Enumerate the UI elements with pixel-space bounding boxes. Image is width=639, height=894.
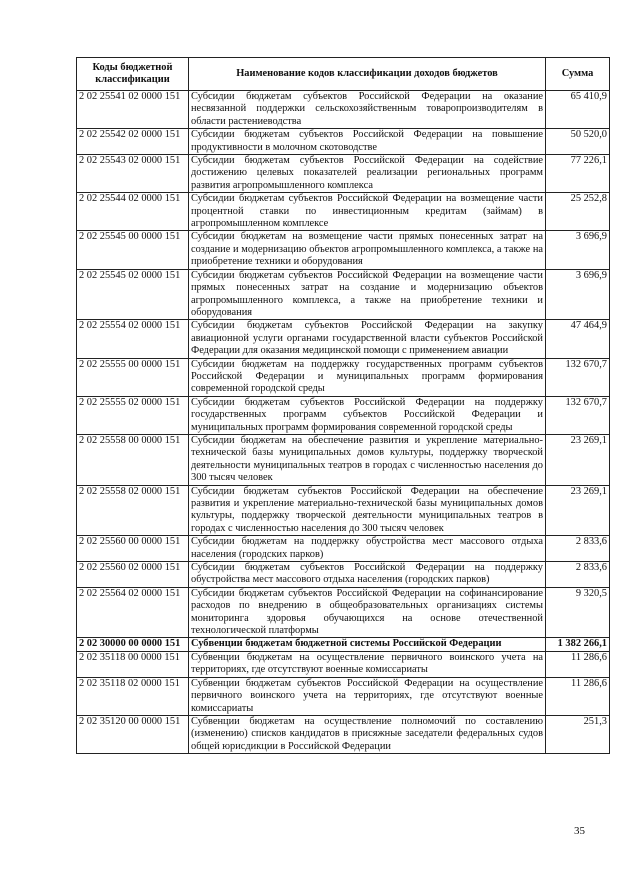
row-name: Субвенции бюджетам на осуществление первичного воинского учета на территориях, где отсутствуют военные комиссариаты xyxy=(189,651,546,677)
row-sum: 11 286,6 xyxy=(546,677,610,715)
row-code: 2 02 25555 00 0000 151 xyxy=(77,358,189,396)
table-row xyxy=(77,536,610,562)
row-code: 2 02 25541 02 0000 151 xyxy=(77,91,189,129)
row-name: Субсидии бюджетам субъектов Российской Федерации на поддержку обустройства мест массового отдыха населения (городских парков) xyxy=(189,562,546,588)
header-code: Коды бюджетной классификации xyxy=(77,58,189,91)
table-row xyxy=(77,651,610,677)
row-name: Субсидии бюджетам на поддержку обустройства мест массового отдыха населения (городских парков) xyxy=(189,536,546,562)
row-sum: 47 464,9 xyxy=(546,320,610,358)
table-row xyxy=(77,434,610,485)
budget-classification-table xyxy=(76,57,610,754)
row-name: Субвенции бюджетам на осуществление полномочий по составлению (изменению) списков кандидатов в присяжные заседатели федеральных судов общей юрисдикции в Российской Федерации xyxy=(189,715,546,753)
row-name: Субвенции бюджетам бюджетной системы Российской Федерации xyxy=(189,638,546,651)
row-code: 2 02 25564 02 0000 151 xyxy=(77,587,189,638)
table-row xyxy=(77,231,610,269)
table-row xyxy=(77,485,610,536)
table-row xyxy=(77,193,610,231)
table-body xyxy=(77,91,610,754)
row-code: 2 02 35118 02 0000 151 xyxy=(77,677,189,715)
row-code: 2 02 25543 02 0000 151 xyxy=(77,155,189,193)
row-name: Субвенции бюджетам субъектов Российской Федерации на осуществление первичного воинского учета на территориях, где отсутствуют военные комиссариаты xyxy=(189,677,546,715)
row-code: 2 02 25560 00 0000 151 xyxy=(77,536,189,562)
row-code: 2 02 25560 02 0000 151 xyxy=(77,562,189,588)
row-sum: 11 286,6 xyxy=(546,651,610,677)
row-sum: 3 696,9 xyxy=(546,269,610,320)
row-code: 2 02 25542 02 0000 151 xyxy=(77,129,189,155)
row-sum: 25 252,8 xyxy=(546,193,610,231)
row-name: Субсидии бюджетам субъектов Российской Федерации на повышение продуктивности в молочном скотоводстве xyxy=(189,129,546,155)
row-name: Субсидии бюджетам на обеспечение развития и укрепление материально-технической базы муниципальных домов культуры, поддержку творческой деятельности муниципальных театров в городах с численностью населения до 300 тысяч человек xyxy=(189,434,546,485)
row-name: Субсидии бюджетам субъектов Российской Федерации на оказание несвязанной поддержки сельскохозяйственным товаропроизводителям в области растениеводства xyxy=(189,91,546,129)
row-code: 2 02 25558 02 0000 151 xyxy=(77,485,189,536)
row-sum: 2 833,6 xyxy=(546,536,610,562)
row-sum: 1 382 266,1 xyxy=(546,638,610,651)
row-name: Субсидии бюджетам субъектов Российской Федерации на возмещение части прямых понесенных затрат на создание и модернизацию объектов агропромышленного комплекса, а также на приобретение техники и оборудования xyxy=(189,269,546,320)
table-row xyxy=(77,269,610,320)
row-code: 2 02 25545 02 0000 151 xyxy=(77,269,189,320)
table-row xyxy=(77,358,610,396)
table-row xyxy=(77,715,610,753)
row-sum: 50 520,0 xyxy=(546,129,610,155)
row-code: 2 02 35120 00 0000 151 xyxy=(77,715,189,753)
row-code: 2 02 25544 02 0000 151 xyxy=(77,193,189,231)
row-code: 2 02 25545 00 0000 151 xyxy=(77,231,189,269)
row-name: Субсидии бюджетам субъектов Российской Федерации на содействие достижению целевых показателей реализации региональных программ развития агропромышленного комплекса xyxy=(189,155,546,193)
row-sum: 132 670,7 xyxy=(546,358,610,396)
row-code: 2 02 25558 00 0000 151 xyxy=(77,434,189,485)
row-sum: 65 410,9 xyxy=(546,91,610,129)
row-name: Субсидии бюджетам субъектов Российской Федерации на поддержку государственных программ субъектов Российской Федерации и муниципальных программ формирования современной городской среды xyxy=(189,396,546,434)
header-name: Наименование кодов классификации доходов бюджетов xyxy=(189,58,546,91)
row-sum: 9 320,5 xyxy=(546,587,610,638)
row-sum: 3 696,9 xyxy=(546,231,610,269)
page-number: 35 xyxy=(574,825,585,837)
row-name: Субсидии бюджетам субъектов Российской Федерации на возмещение части процентной ставки по инвестиционным кредитам (займам) в агропромышленном комплексе xyxy=(189,193,546,231)
row-code: 2 02 25555 02 0000 151 xyxy=(77,396,189,434)
row-sum: 132 670,7 xyxy=(546,396,610,434)
table-row xyxy=(77,320,610,358)
table-header-row xyxy=(77,58,610,91)
row-sum: 77 226,1 xyxy=(546,155,610,193)
row-name: Субсидии бюджетам на поддержку государственных программ субъектов Российской Федерации и муниципальных программ формирования современной городской среды xyxy=(189,358,546,396)
table-row xyxy=(77,155,610,193)
table-row xyxy=(77,129,610,155)
row-code: 2 02 35118 00 0000 151 xyxy=(77,651,189,677)
row-name: Субсидии бюджетам на возмещение части прямых понесенных затрат на создание и модернизацию объектов агропромышленного комплекса, а также на приобретение техники и оборудования xyxy=(189,231,546,269)
row-name: Субсидии бюджетам субъектов Российской Федерации на закупку авиационной услуги органами государственной власти субъектов Российской Федерации для оказания медицинской помощи с применением авиации xyxy=(189,320,546,358)
row-code: 2 02 30000 00 0000 151 xyxy=(77,638,189,651)
header-sum: Сумма xyxy=(546,58,610,91)
row-sum: 23 269,1 xyxy=(546,434,610,485)
row-name: Субсидии бюджетам субъектов Российской Федерации на обеспечение развития и укрепление материально-технической базы муниципальных домов культуры, поддержку творческой деятельности муниципальных театров в городах с численностью населения до 300 тысяч человек xyxy=(189,485,546,536)
table-row xyxy=(77,396,610,434)
table-row xyxy=(77,562,610,588)
row-sum: 2 833,6 xyxy=(546,562,610,588)
table-row xyxy=(77,91,610,129)
row-sum: 23 269,1 xyxy=(546,485,610,536)
row-sum: 251,3 xyxy=(546,715,610,753)
table-row xyxy=(77,638,610,651)
row-code: 2 02 25554 02 0000 151 xyxy=(77,320,189,358)
row-name: Субсидии бюджетам субъектов Российской Федерации на софинансирование расходов по внедрению в общеобразовательных организациях системы мониторинга здоровья обучающихся на основе отечественной технологической платформы xyxy=(189,587,546,638)
table-row xyxy=(77,677,610,715)
table-row xyxy=(77,587,610,638)
